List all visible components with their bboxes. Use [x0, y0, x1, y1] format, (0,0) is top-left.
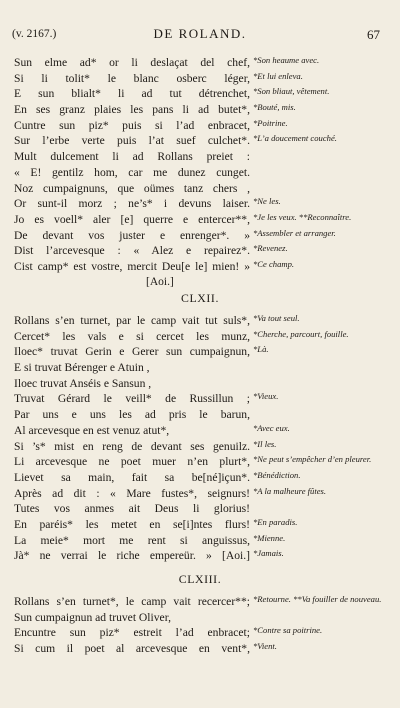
verse-line: Si ’s* mist en reng de devant ses genuilz. — [14, 439, 250, 453]
verse-row — [0, 439, 400, 455]
verse-row — [0, 102, 400, 118]
verse-line: Jo es voell* aler [e] querre e entercer**, — [14, 212, 250, 226]
verse-row — [0, 470, 400, 486]
verse-line: De devant vos juster e enrenger*. » — [14, 228, 250, 242]
verse-row — [0, 181, 400, 197]
verse-row — [0, 641, 400, 657]
verse-row — [0, 625, 400, 641]
gloss-note: *Poitrine. — [253, 117, 288, 128]
verse-row — [0, 149, 400, 165]
stanza-number-clxii: CLXII. — [181, 291, 219, 305]
verse-line: Truvat Gérard le veill* de Russillun ; — [14, 392, 250, 406]
verse-line: Li arcevesque ne poet muer n’en plurt*, — [14, 455, 250, 469]
verse-line: Jà* ne verrai le riche empereür. » [Aoi.] — [14, 549, 250, 563]
verse-line: Noz cumpaignuns, que oümes tanz chers , — [14, 181, 250, 195]
verse-row — [0, 212, 400, 228]
verse-line: En paréis* les metet en se[i]ntes flurs! — [14, 517, 250, 531]
gloss-note: *Jamais. — [253, 548, 284, 559]
verse-line: E si truvat Bérenger e Atuin , — [14, 361, 150, 375]
gloss-note: *Et lui enleva. — [253, 70, 303, 81]
gloss-note: *Retourne. **Va fouiller de nouveau. — [253, 594, 382, 604]
section-stanza-clxii — [0, 313, 400, 564]
section-stanza-continued — [0, 55, 400, 275]
gloss-note: *Vient. — [253, 641, 277, 652]
gloss-note: *Bouté, mis. — [253, 102, 296, 113]
page-number: 67 — [367, 27, 380, 42]
verse-line: Al arcevesque en est venuz atut*, — [14, 423, 170, 437]
verse-row — [0, 517, 400, 533]
gloss-note: *En paradis. — [253, 516, 298, 527]
verse-line: Iloec truvat Anséis e Sansun , — [14, 376, 152, 390]
verse-range: (v. 2167.) — [12, 28, 57, 40]
verse-row — [0, 423, 400, 439]
verse-line: E sun blialt* li ad tut détrenchet, — [14, 87, 250, 101]
verse-line: « E! gentilz hom, car me dunez cunget. — [14, 165, 250, 179]
running-title: DE ROLAND. — [153, 26, 247, 41]
verse-row — [0, 533, 400, 549]
verse-line: Si cum il poet al arcevesque en vent*, — [14, 642, 250, 656]
verse-line: Rollans s’en turnet*, le camp vait recercer**; — [14, 595, 250, 608]
verse-row — [0, 610, 400, 626]
verse-row — [0, 329, 400, 345]
verse-row — [0, 196, 400, 212]
gloss-note: *Il les. — [253, 438, 277, 449]
section-stanza-clxiii — [0, 594, 400, 657]
verse-row — [0, 243, 400, 259]
verse-row — [0, 86, 400, 102]
gloss-note: *Vieux. — [253, 391, 279, 402]
gloss-note: *Cherche, parcourt, fouille. — [253, 328, 349, 339]
verse-line: Par uns e uns les ad pris le barun, — [14, 408, 250, 422]
verse-line: Sun elme ad* or li deslaçat del chef, — [14, 56, 250, 69]
verse-row — [0, 548, 400, 564]
verse-line: Mult dulcement li ad Rollans preiet : — [14, 150, 250, 164]
gloss-note: *Ce champ. — [253, 258, 295, 269]
verse-line: Cercet* les vals e si cercet les munz, — [14, 329, 250, 343]
gloss-note: *Là. — [253, 344, 269, 355]
verse-line: Si li tolit* le blanc osberc léger, — [14, 71, 250, 85]
verse-row — [0, 501, 400, 517]
verse-row — [0, 594, 400, 610]
stanza-number-clxiii: CLXIII. — [178, 572, 222, 586]
verse-line: Cist camp* est vostre, mercit Deu[e le] mien! » — [14, 259, 250, 273]
verse-line: Lievet sa main, fait sa be[né]içun*. — [14, 470, 250, 484]
gloss-note: *Je les veux. **Reconnaître. — [253, 211, 352, 222]
verse-line: Or sunt-il morz ; ne’s* i devuns laiser. — [14, 197, 250, 211]
verse-row — [0, 486, 400, 502]
verse-line: En ses granz plaies les pans li ad butet*, — [14, 103, 250, 117]
verse-row — [0, 313, 400, 329]
aoi-refrain: [Aoi.] — [146, 276, 174, 288]
verse-row — [0, 228, 400, 244]
verse-line: Après ad dit : « Mare fustes*, seignurs! — [14, 486, 250, 500]
verse-line: Iloec* truvat Gerin e Gerer sun cumpaignun, — [14, 345, 250, 359]
verse-line: Sun cumpaignun ad truvet Oliver, — [14, 610, 171, 624]
gloss-note: *Contre sa poitrine. — [253, 625, 323, 636]
gloss-note: *A la malheure fûtes. — [253, 485, 327, 496]
gloss-note: *Son bliaut, vêtement. — [253, 86, 330, 97]
verse-line: La meie* mort me rent si anguissus, — [14, 533, 250, 547]
verse-row — [0, 55, 400, 71]
gloss-note: *Son heaume avec. — [253, 55, 320, 65]
gloss-note: *Avec eux. — [253, 422, 290, 433]
gloss-note: *Ne les. — [253, 196, 281, 207]
gloss-note: *Ne peut s’empêcher d’en pleurer. — [253, 454, 372, 465]
gloss-note: *Va tout seul. — [253, 313, 300, 323]
gloss-note: *L’a doucement couché. — [253, 133, 337, 144]
verse-row — [0, 344, 400, 360]
verse-row — [0, 360, 400, 376]
verse-row — [0, 454, 400, 470]
verse-line: Encuntre sun piz* estreit l’ad enbracet; — [14, 626, 250, 640]
verse-row — [0, 407, 400, 423]
gloss-note: *Bénédiction. — [253, 469, 301, 480]
verse-row — [0, 71, 400, 87]
verse-row — [0, 118, 400, 134]
verse-row — [0, 259, 400, 275]
verse-line: Cuntre sun piz* puis si l’ad enbracet, — [14, 118, 250, 132]
verse-line: Dist l’arcevesque : « Alez e repairez*. — [14, 244, 250, 258]
verse-line: Rollans s’en turnet, par le camp vait tut suls*, — [14, 314, 250, 327]
verse-row — [0, 133, 400, 149]
verse-line: Tutes vos anmes ait Deus li glorius! — [14, 502, 250, 516]
verse-row — [0, 376, 400, 392]
verse-line: Sur l’erbe verte puis l’at suef culchet*. — [14, 134, 250, 148]
gloss-note: *Revenez. — [253, 243, 288, 254]
verse-row — [0, 165, 400, 181]
gloss-note: *Assembler et arranger. — [253, 227, 336, 238]
verse-row — [0, 391, 400, 407]
gloss-note: *Mienne. — [253, 532, 286, 543]
